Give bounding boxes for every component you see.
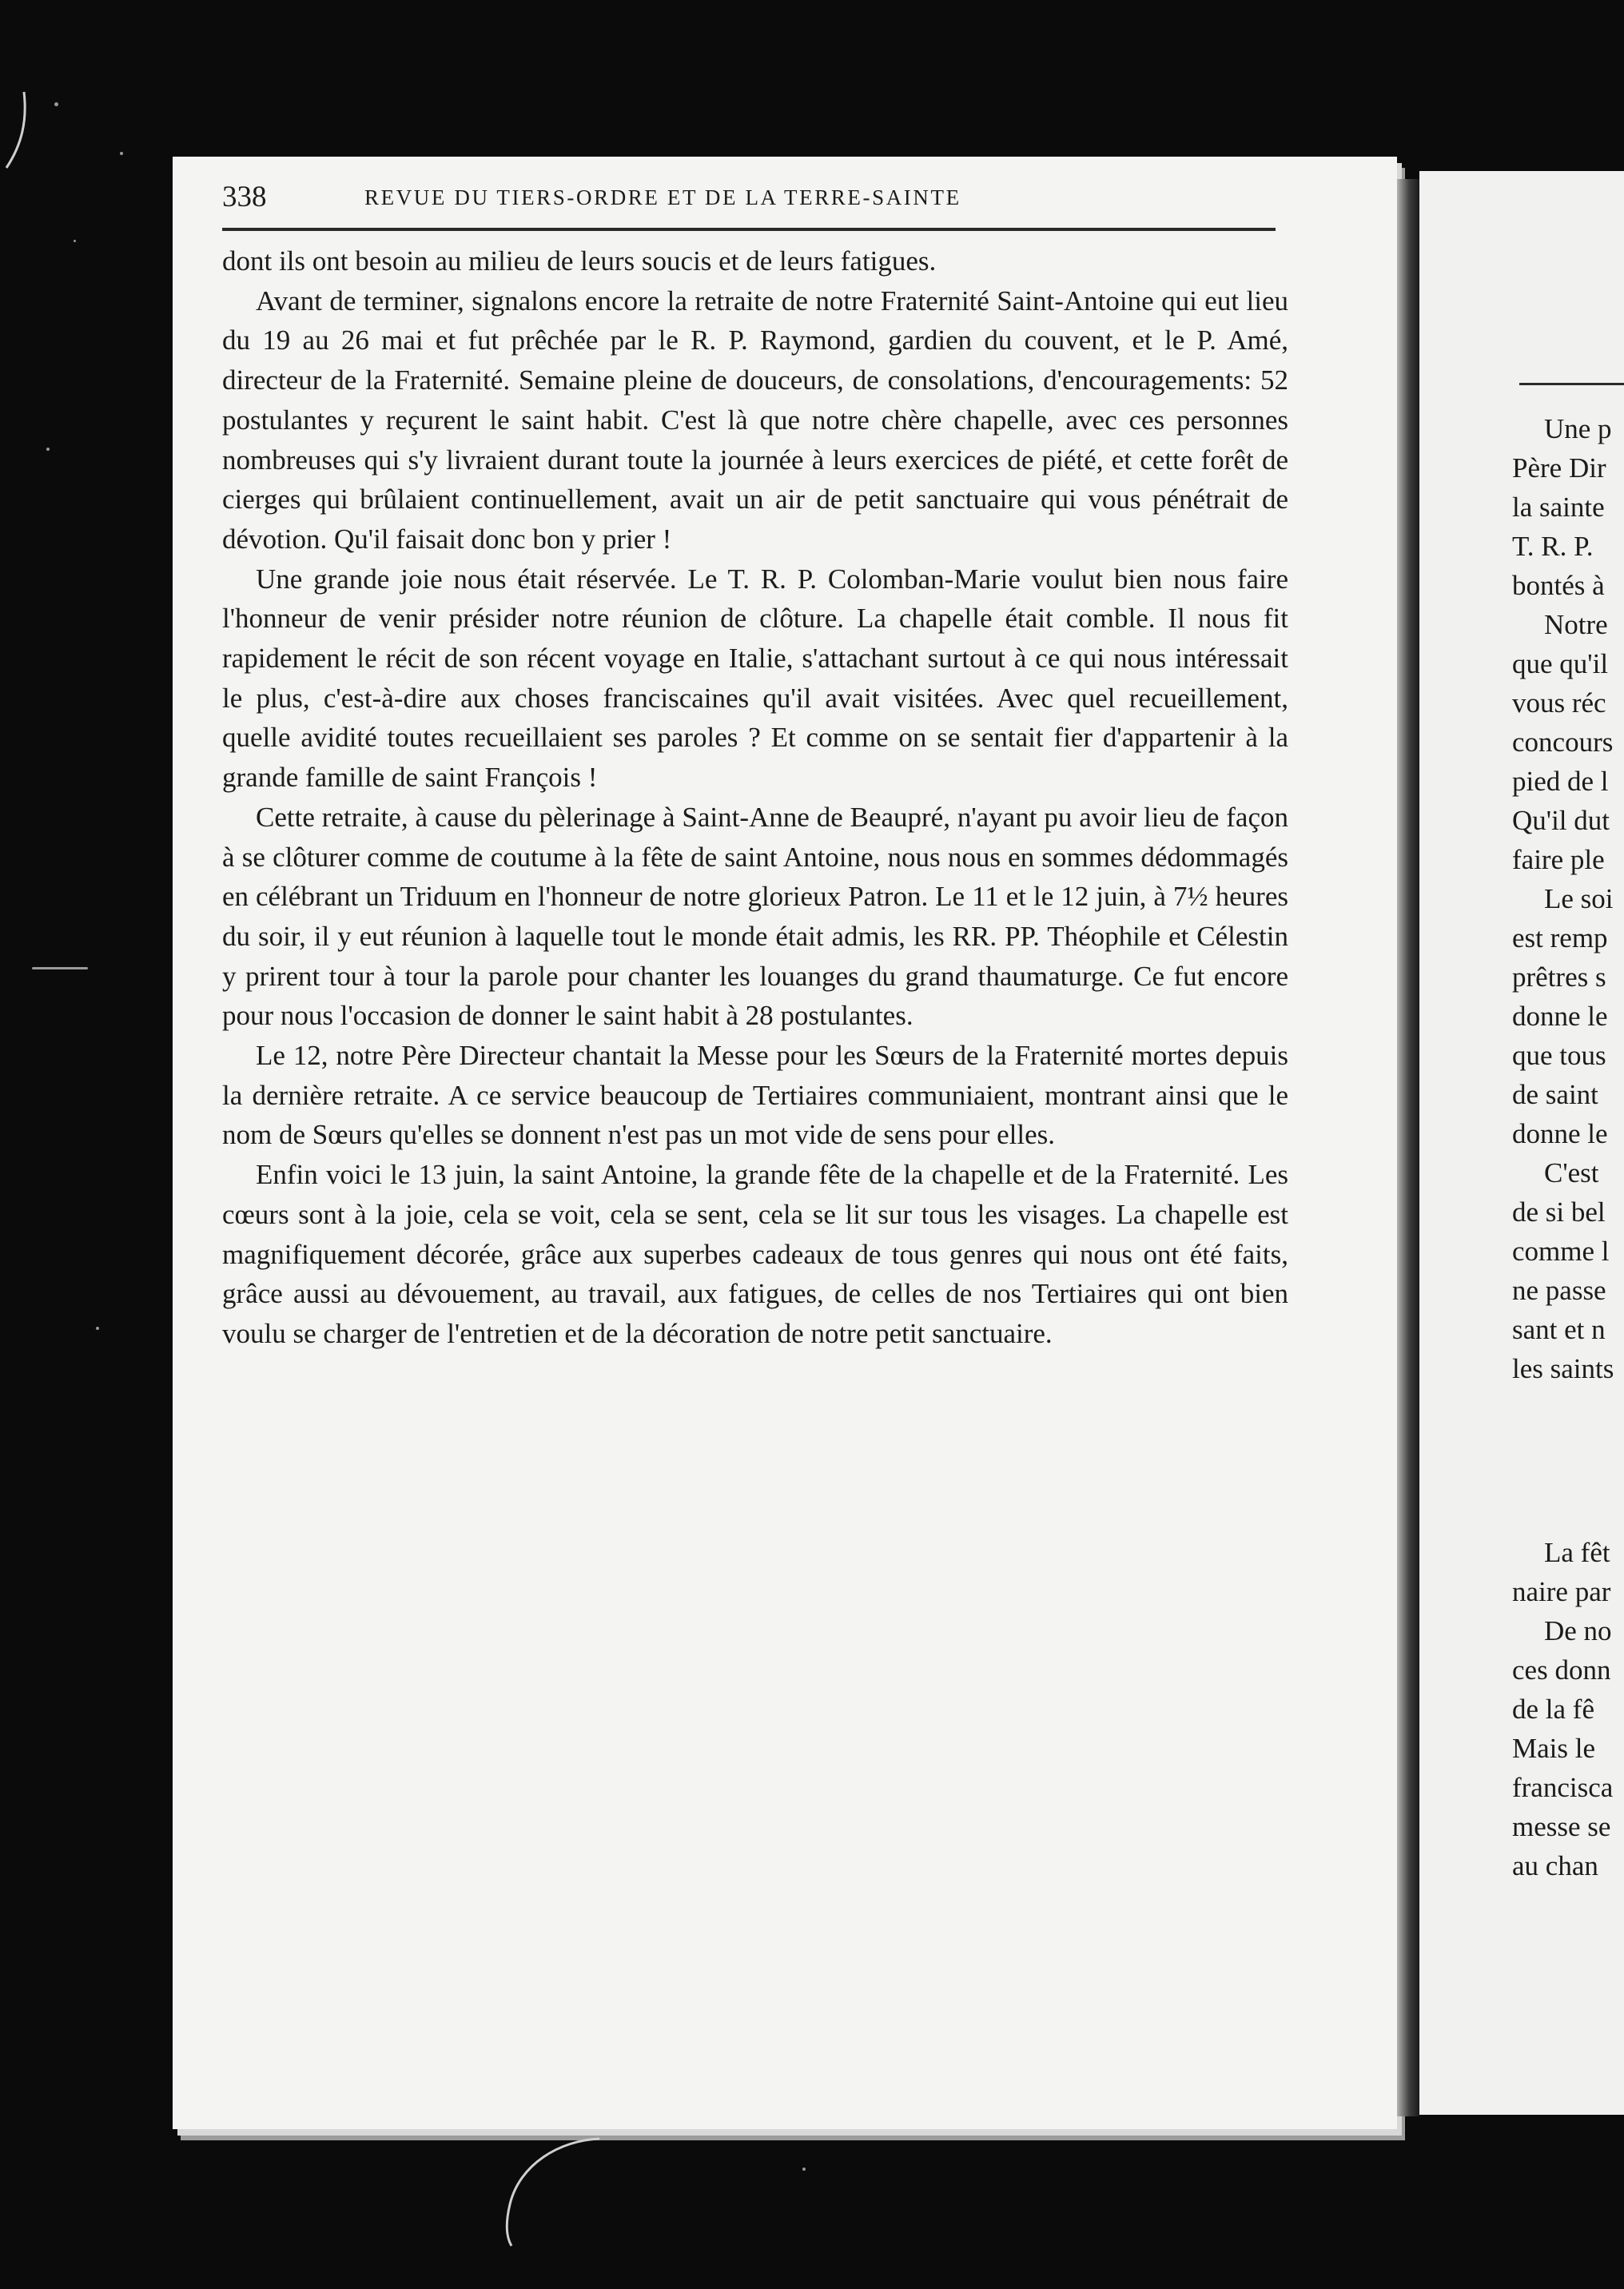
facing-line: Père Dir <box>1512 452 1606 484</box>
facing-line: Une p <box>1544 413 1612 444</box>
dust-speck <box>32 967 88 969</box>
facing-line: T. R. P. <box>1512 531 1594 562</box>
paragraph: dont ils ont besoin au milieu de leurs soucis et de leurs fatigues. <box>222 245 937 277</box>
facing-line: Notre <box>1544 609 1608 640</box>
facing-line: de si bel <box>1512 1196 1606 1228</box>
dust-speck <box>54 102 58 106</box>
dust-speck <box>74 240 76 242</box>
facing-line: faire ple <box>1512 844 1605 875</box>
facing-page <box>1419 171 1624 2115</box>
facing-line: de la fê <box>1512 1694 1594 1725</box>
facing-line: francisca <box>1512 1772 1614 1803</box>
facing-line: prêtres s <box>1512 961 1606 993</box>
paragraph: Enfin voici le 13 juin, la saint Antoine, la grande fête de la chapelle et de la Fraternité. Les cœurs sont à la joie, cela se voit, cela se sent, cela se lit sur tous les visages. La chapelle est magnifiquement décorée, grâce aux superbes cadeaux de tous genres qui nous ont été faits, grâce aussi au dévouement, au travail, aux fatigues, de celles de nos Tertiaires qui ont bien voulu se charger de l'entretien et de la décoration de notre petit sanctuaire. <box>222 1159 1288 1349</box>
facing-line: est remp <box>1512 922 1608 953</box>
running-title: REVUE DU TIERS-ORDRE ET DE LA TERRE-SAINTE <box>364 185 961 209</box>
facing-line: bontés à <box>1512 570 1605 601</box>
facing-line: sant et n <box>1512 1314 1606 1345</box>
facing-line: Qu'il dut <box>1512 805 1610 836</box>
facing-line: naire par <box>1512 1576 1611 1607</box>
page-number: 338 <box>222 181 267 213</box>
facing-line: messe se <box>1512 1811 1611 1842</box>
facing-line: la sainte <box>1512 492 1605 523</box>
facing-line: C'est <box>1544 1157 1599 1188</box>
facing-line: au chan <box>1512 1850 1598 1881</box>
facing-line: que tous <box>1512 1040 1606 1071</box>
facing-line: de saint <box>1512 1079 1598 1110</box>
paragraph: Le 12, notre Père Directeur chantait la Messe pour les Sœurs de la Fraternité mortes depuis la dernière retraite. A ce service beaucoup de Tertiaires communiaient, montrant ainsi que le nom de Sœurs qu'elles se donnent n'est pas un mot vide de sens pour elles. <box>222 1040 1288 1151</box>
body-text <box>222 241 1288 1354</box>
page-header <box>222 169 1276 225</box>
header-rule <box>222 228 1276 231</box>
facing-line: pied de l <box>1512 766 1609 797</box>
facing-line: concours <box>1512 727 1614 758</box>
facing-line: Le soi <box>1544 883 1614 914</box>
facing-line: comme l <box>1512 1236 1610 1267</box>
dust-speck <box>802 2168 806 2171</box>
book-gutter <box>1397 179 1419 2116</box>
facing-line: vous réc <box>1512 687 1606 719</box>
facing-line: De no <box>1544 1615 1612 1646</box>
pen-stroke-mark <box>496 2132 607 2252</box>
facing-line: donne le <box>1512 1118 1608 1149</box>
facing-line: La fêt <box>1544 1537 1610 1568</box>
facing-line: ne passe <box>1512 1275 1606 1306</box>
paragraph: Avant de terminer, signalons encore la retraite de notre Fraternité Saint-Antoine qui eut lieu du 19 au 26 mai et fut prêchée par le R. P. Raymond, gardien du couvent, et le P. Amé, directeur de la Fraternité. Semaine pleine de douceurs, de consolations, d'encouragements: 52 postulantes y reçurent le saint habit. C'est là que notre chère chapelle, avec ces personnes nombreuses qui s'y livraient durant toute la journée à leurs exercices de piété, et cette forêt de cierges qui brûlaient continuellement, avait un air de petit sanctuaire qui vous pénétrait de dévotion. Qu'il faisait donc bon y prier ! <box>222 285 1288 555</box>
facing-line: ces donn <box>1512 1654 1611 1686</box>
facing-line: les saints <box>1512 1353 1614 1384</box>
facing-line: que qu'il <box>1512 648 1609 679</box>
dust-speck <box>46 448 50 451</box>
facing-header-rule <box>1519 383 1624 385</box>
pen-stroke-mark <box>0 88 48 176</box>
dust-speck <box>120 152 123 155</box>
paragraph: Cette retraite, à cause du pèlerinage à Saint-Anne de Beaupré, n'ayant pu avoir lieu de façon à se clôturer comme de coutume à la fête de saint Antoine, nous nous en sommes dédommagés en célébrant un Triduum en l'honneur de notre glorieux Patron. Le 11 et le 12 juin, à 7½ heures du soir, il y eut réunion à laquelle tout le monde était admis, les RR. PP. Théophile et Célestin y prirent tour à tour la parole pour chanter les louanges du grand thaumaturge. Ce fut encore pour nous l'occasion de donner le saint habit à 28 postulantes. <box>222 801 1288 1032</box>
facing-line: donne le <box>1512 1001 1608 1032</box>
paragraph: Une grande joie nous était réservée. Le T. R. P. Colomban-Marie voulut bien nous faire l'honneur de venir présider notre réunion de clôture. La chapelle était comble. Il nous fit rapidement le récit de son récent voyage en Italie, s'attachant surtout à ce qui nous intéressait le plus, c'est-à-dire aux choses franciscaines qu'il avait visitées. Avec quel recueillement, quelle avidité toutes recueillaient ses paroles ? Et comme on se sentait fier d'appartenir à la grande famille de saint François ! <box>222 563 1288 794</box>
dust-speck <box>96 1327 99 1330</box>
facing-line: Mais le <box>1512 1733 1596 1764</box>
